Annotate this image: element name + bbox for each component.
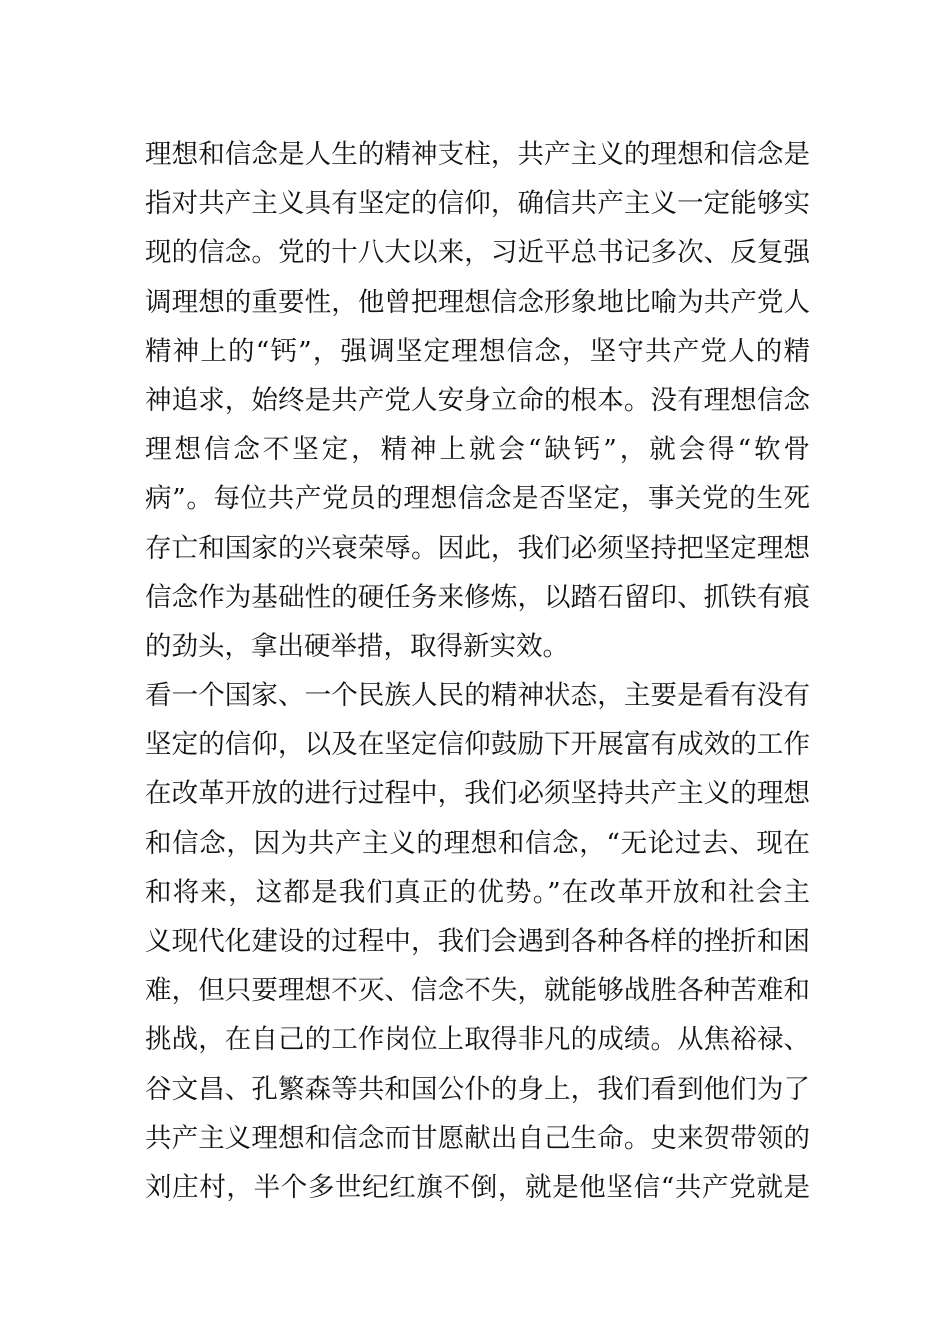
paragraph-line: 和将来，这都是我们真正的优势。”在改革开放和社会主: [145, 876, 810, 908]
paragraph-line: 难，但只要理想不灭、信念不失，就能够战胜各种苦难和: [145, 975, 810, 1007]
paragraph-line: 刘庄村，半个多世纪红旗不倒，就是他坚信“共产党就是: [145, 1171, 810, 1203]
body-text: [145, 130, 810, 1212]
paragraph-line: 神追求，始终是共产党人安身立命的根本。没有理想信念: [145, 384, 810, 416]
paragraph-line: 和信念，因为共产主义的理想和信念，“无论过去、现在: [145, 827, 810, 859]
paragraph-line: 谷文昌、孔繁森等共和国公仆的身上，我们看到他们为了: [145, 1073, 810, 1105]
paragraph-line: 信念作为基础性的硬任务来修炼，以踏石留印、抓铁有痕: [145, 581, 810, 613]
paragraph-line: 理想和信念是人生的精神支柱，共产主义的理想和信念是: [145, 139, 810, 170]
paragraph-line: 存亡和国家的兴衰荣辱。因此，我们必须坚持把坚定理想: [145, 532, 810, 564]
paragraph-line: 坚定的信仰，以及在坚定信仰鼓励下开展富有成效的工作: [145, 729, 810, 761]
paragraph-line: 的劲头，拿出硬举措，取得新实效。: [145, 630, 569, 662]
paragraph-line: 看一个国家、一个民族人民的精神状态，主要是看有没有: [145, 680, 810, 712]
paragraph-line: 理想信念不坚定，精神上就会“缺钙”，就会得“软骨: [145, 434, 810, 466]
paragraph-line: 精神上的“钙”，强调坚定理想信念，坚守共产党人的精: [145, 335, 810, 367]
paragraph-line: 在改革开放的进行过程中，我们必须坚持共产主义的理想: [145, 778, 810, 810]
paragraph-line: 病”。每位共产党员的理想信念是否坚定，事关党的生死: [145, 483, 810, 515]
paragraph-line: 挑战，在自己的工作岗位上取得非凡的成绩。从焦裕禄、: [145, 1024, 810, 1056]
paragraph-line: 共产主义理想和信念而甘愿献出自己生命。史来贺带领的: [145, 1122, 810, 1154]
paragraph-2: [145, 671, 810, 1212]
paragraph-line: 指对共产主义具有坚定的信仰，确信共产主义一定能够实: [145, 188, 810, 220]
paragraph-1: [145, 130, 810, 671]
paragraph-line: 义现代化建设的过程中，我们会遇到各种各样的挫折和困: [145, 926, 810, 957]
paragraph-line: 调理想的重要性，他曾把理想信念形象地比喻为共产党人: [145, 286, 810, 318]
paragraph-line: 现的信念。党的十八大以来，习近平总书记多次、反复强: [145, 237, 810, 269]
